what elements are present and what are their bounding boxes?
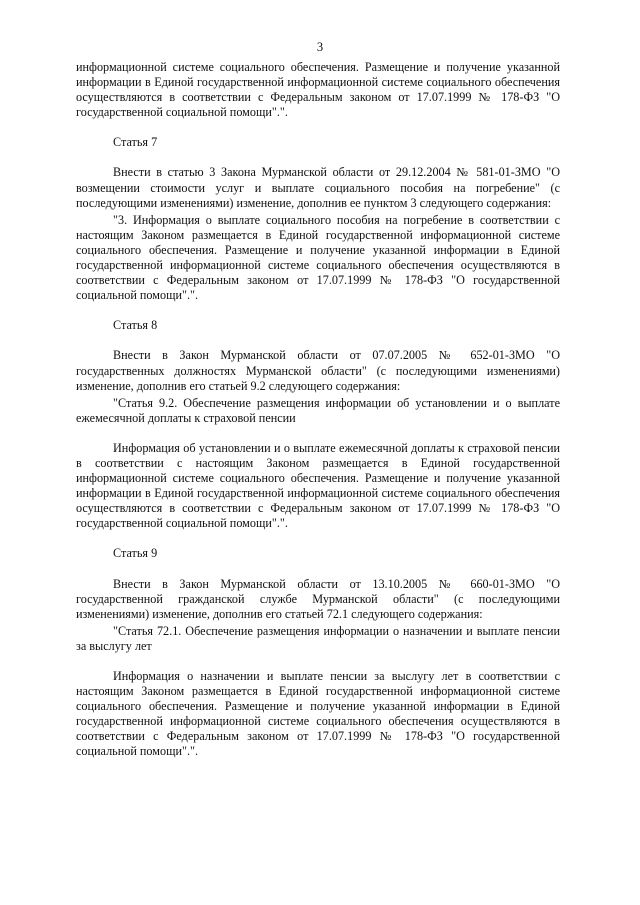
article-7-point-3: "3. Информация о выплате социального пособия на погребение в соответствии с настоящим Законом размещается в Единой государственной информационной системе социального обеспечения. Размещение и получение указанной информации в Единой государственной информационной системе социального обеспечения осуществляются в соответствии с Федеральным законом от 17.07.1999 № 178-ФЗ "О государственной социальной помощи".". bbox=[76, 212, 560, 303]
article-9-intro: Внести в Закон Мурманской области от 13.10.2005 № 660-01-ЗМО "О государственной гражданской службе Мурманской области" (с последующими изменениями) изменение, дополнив его статьей 72.1 следующего содержания: bbox=[76, 576, 560, 621]
page-number: 3 bbox=[316, 40, 324, 54]
article-7-heading: Статья 7 bbox=[113, 135, 158, 150]
article-9-2-body: Информация об установлении и о выплате ежемесячной доплаты к страховой пенсии в соответствии с настоящим Законом размещается в Единой государственной информационной системе социального обеспечения. Размещение и получение указанной информации в Единой государственной информационной системе социального обеспечения осуществляются в соответствии с Федеральным законом от 17.07.1999 № 178-ФЗ "О государственной социальной помощи".". bbox=[76, 440, 560, 531]
article-9-2-title: "Статья 9.2. Обеспечение размещения информации об установлении и о выплате ежемесячной доплаты к страховой пенсии bbox=[76, 395, 560, 425]
article-8-heading: Статья 8 bbox=[113, 318, 158, 333]
article-8-intro: Внести в Закон Мурманской области от 07.07.2005 № 652-01-ЗМО "О государственных должностях Мурманской области" (с последующими изменениями) изменение, дополнив его статьей 9.2 следующего содержания: bbox=[76, 348, 560, 393]
article-9-heading: Статья 9 bbox=[113, 546, 158, 561]
article-72-1-body: Информация о назначении и выплате пенсии за выслугу лет в соответствии с настоящим Законом размещается в Единой государственной информационной системе социального обеспечения. Размещение и получение указанной информации в Единой государственной информационной системе социального обеспечения осуществляются в соответствии с Федеральным законом от 17.07.1999 № 178-ФЗ "О государственной социальной помощи".". bbox=[76, 669, 560, 759]
article-72-1-title: "Статья 72.1. Обеспечение размещения информации о назначении и выплате пенсии за выслугу лет bbox=[76, 623, 560, 653]
paragraph-continuation: информационной системе социального обеспечения. Размещение и получение указанной информации в Единой государственной информационной системе социального обеспечения осуществляются в соответствии с Федеральным законом от 17.07.1999 № 178-ФЗ "О государственной социальной помощи".". bbox=[76, 60, 560, 120]
document-body bbox=[76, 60, 560, 760]
article-7-intro: Внести в статью 3 Закона Мурманской области от 29.12.2004 № 581-01-ЗМО "О возмещении стоимости услуг и выплате социального пособия на погребение" (с последующими изменениями) изменение, дополнив ее пунктом 3 следующего содержания: bbox=[76, 165, 560, 210]
